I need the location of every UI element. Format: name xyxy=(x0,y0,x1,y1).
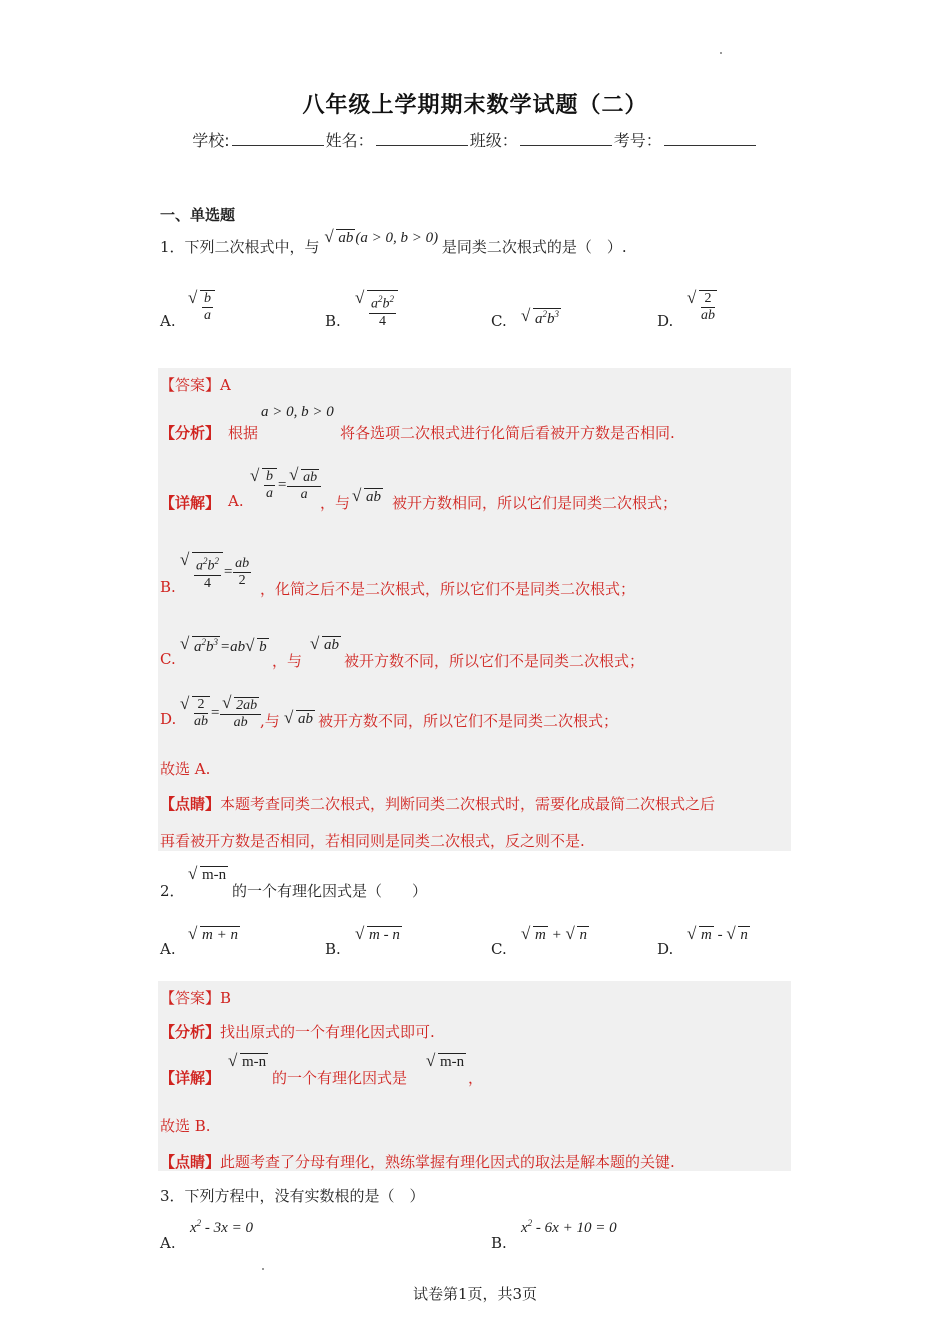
q2-option-a-math[interactable]: √ m + n xyxy=(188,926,240,944)
q2-analysis-label: 【分析】 xyxy=(160,1023,221,1041)
q1-detail-c-root: √ ab xyxy=(310,636,341,654)
class-blank[interactable] xyxy=(520,131,612,146)
q1-stem-cond: (a > 0, b > 0) xyxy=(355,230,439,246)
q1-detail-d-math: √ $\frac{2}{ab}$ = √ $\frac{2ab}{ab}$ xyxy=(180,696,261,731)
q1-analysis-pre: 根据 xyxy=(228,424,259,442)
stray-dot-2 xyxy=(262,1268,264,1270)
q1-detail-a-math: √ $\frac{b}{a}$ = √ $\frac{ab}{a}$ xyxy=(250,468,321,503)
q3-option-b-math[interactable]: $x^2 - 6x + 10 = 0$ xyxy=(521,1218,617,1236)
question-3-options xyxy=(160,1216,792,1256)
q1-option-c-math[interactable]: √ $a^2b^3$ xyxy=(521,308,561,328)
q1-stem-pre: 1．下列二次根式中，与 xyxy=(160,238,320,256)
q1-detail-a-mid: ，与 xyxy=(320,494,351,512)
q3-option-a-math[interactable]: $x^2 - 3x = 0$ xyxy=(190,1218,253,1236)
name-label: 姓名： xyxy=(325,131,374,150)
q1-detail-a xyxy=(160,464,780,514)
q1-detail-a-end: 被开方数相同，所以它们是同类二次根式； xyxy=(392,494,678,512)
q1-detail-b-prefix: B. xyxy=(160,578,176,596)
school-label: 学校: xyxy=(192,131,230,150)
q1-detail-b-math: √ $\frac{a^2b^2}{4}$ = $\frac{ab}{2}$ xyxy=(180,552,251,592)
name-blank[interactable] xyxy=(376,131,468,146)
q1-analysis-post: 将各选项二次根式进行化简后看被开方数是否相同. xyxy=(340,424,675,442)
q2-detail-mid: 的一个有理化因式是 xyxy=(272,1069,408,1087)
question-1-options xyxy=(160,290,792,340)
q3-option-b-label: B. xyxy=(491,1234,507,1252)
q2-stem-post: 的一个有理化因式是（ ） xyxy=(232,882,428,900)
q1-detail-d xyxy=(160,696,780,740)
question-1-stem xyxy=(160,230,627,257)
q1-comment-line2: 再看被开方数是否相同，若相同则是同类二次根式，反之则不是. xyxy=(160,832,585,850)
q1-stem-root: ab xyxy=(338,230,354,246)
q1-detail-c xyxy=(160,636,780,676)
q2-stem-math xyxy=(188,866,228,884)
page-footer: 试卷第1页，共3页 xyxy=(412,1285,538,1303)
q1-option-a-math[interactable]: √ $\frac{b}{a}$ xyxy=(188,290,215,324)
q1-detail-c-math: √ $a^2b^3 =ab√$ b xyxy=(180,636,269,656)
q1-detail-label: 【详解】 xyxy=(160,494,221,512)
q1-comment-text1: 本题考查同类二次根式，判断同类二次根式时，需要化成最简二次根式之后 xyxy=(220,795,716,813)
q2-answer-box xyxy=(158,981,791,1171)
q2-option-b-math[interactable]: √ m - n xyxy=(355,926,402,944)
q2-option-b-label: B. xyxy=(325,940,341,958)
q2-answer: 【答案】B xyxy=(160,989,232,1007)
q1-comment-line1 xyxy=(160,793,715,814)
q2-analysis xyxy=(160,1021,435,1042)
q2-detail xyxy=(160,1053,780,1089)
q3-option-a-label: A. xyxy=(160,1234,176,1252)
q2-num: 2． xyxy=(160,882,185,900)
q1-analysis-label: 【分析】 xyxy=(160,424,221,442)
q1-detail-b xyxy=(160,548,780,598)
question-2-options xyxy=(160,922,792,958)
class-label: 班级： xyxy=(469,131,518,150)
q2-detail-end: ， xyxy=(468,1069,484,1087)
q1-detail-d-end: 被开方数不同，所以它们不是同类二次根式； xyxy=(318,712,619,730)
q1-conclusion: 故选 A. xyxy=(160,760,211,778)
question-2-stem xyxy=(160,866,560,900)
q1-option-c-label: C. xyxy=(491,312,507,330)
q1-detail-c-end: 被开方数不同，所以它们不是同类二次根式； xyxy=(344,652,645,670)
q1-option-a-label: A. xyxy=(160,312,176,330)
q1-comment-label: 【点睛】 xyxy=(160,795,221,813)
q1-answer-box xyxy=(158,368,791,851)
q2-option-d-math[interactable]: √ m - √ n xyxy=(687,926,750,944)
number-label: 考号： xyxy=(613,131,662,150)
q1-option-b-label: B. xyxy=(325,312,341,330)
q2-comment-text: 此题考查了分母有理化，熟练掌握有理化因式的取法是解本题的关键. xyxy=(220,1153,675,1171)
q1-stem-post: 是同类二次根式的是（ ）. xyxy=(441,238,627,256)
number-blank[interactable] xyxy=(664,131,756,146)
q2-option-a-label: A. xyxy=(160,940,176,958)
q2-analysis-text: 找出原式的一个有理化因式即可. xyxy=(220,1023,435,1041)
q2-comment-label: 【点睛】 xyxy=(160,1153,221,1171)
q1-analysis xyxy=(160,404,780,450)
q2-detail-root1: √ m-n xyxy=(228,1053,268,1071)
q1-detail-a-root: √ ab xyxy=(352,488,383,506)
q1-option-b-math[interactable]: √ $\frac{a^2b^2}{4}$ xyxy=(355,290,398,330)
q2-comment xyxy=(160,1151,675,1172)
page-title: 八年级上学期期末数学试题（二） xyxy=(302,93,648,118)
q1-option-d-math[interactable]: √ $\frac{2}{ab}$ xyxy=(687,290,717,324)
section-heading: 一、单选题 xyxy=(160,206,236,224)
q1-detail-d-mid: ,与 xyxy=(260,712,280,730)
q1-detail-d-prefix: D. xyxy=(160,710,177,728)
q1-stem-math xyxy=(324,230,441,246)
q2-detail-root2: √ m-n xyxy=(426,1053,466,1071)
question-3-stem: 3．下列方程中，没有实数根的是（ ） xyxy=(160,1187,425,1205)
q1-answer: 【答案】A xyxy=(160,376,231,394)
q1-option-d-label: D. xyxy=(657,312,674,330)
q1-detail-a-prefix: A. xyxy=(228,492,244,510)
stray-dot xyxy=(720,52,722,54)
q2-option-c-math[interactable]: √ m + √ n xyxy=(521,926,589,944)
q2-conclusion: 故选 B. xyxy=(160,1117,211,1135)
student-info-line xyxy=(0,128,950,151)
school-blank[interactable] xyxy=(232,131,324,146)
q2-option-d-label: D. xyxy=(657,940,674,958)
q2-stem-root: m-n xyxy=(202,867,227,883)
q1-detail-c-prefix: C. xyxy=(160,650,176,668)
q1-analysis-cond: a > 0, b > 0 xyxy=(261,404,334,420)
q1-detail-b-text: ，化简之后不是二次根式，所以它们不是同类二次根式； xyxy=(260,580,636,598)
q2-option-c-label: C. xyxy=(491,940,507,958)
q1-detail-d-root: √ ab xyxy=(284,710,315,728)
q2-detail-label: 【详解】 xyxy=(160,1069,221,1087)
q1-detail-c-mid: ，与 xyxy=(272,652,303,670)
